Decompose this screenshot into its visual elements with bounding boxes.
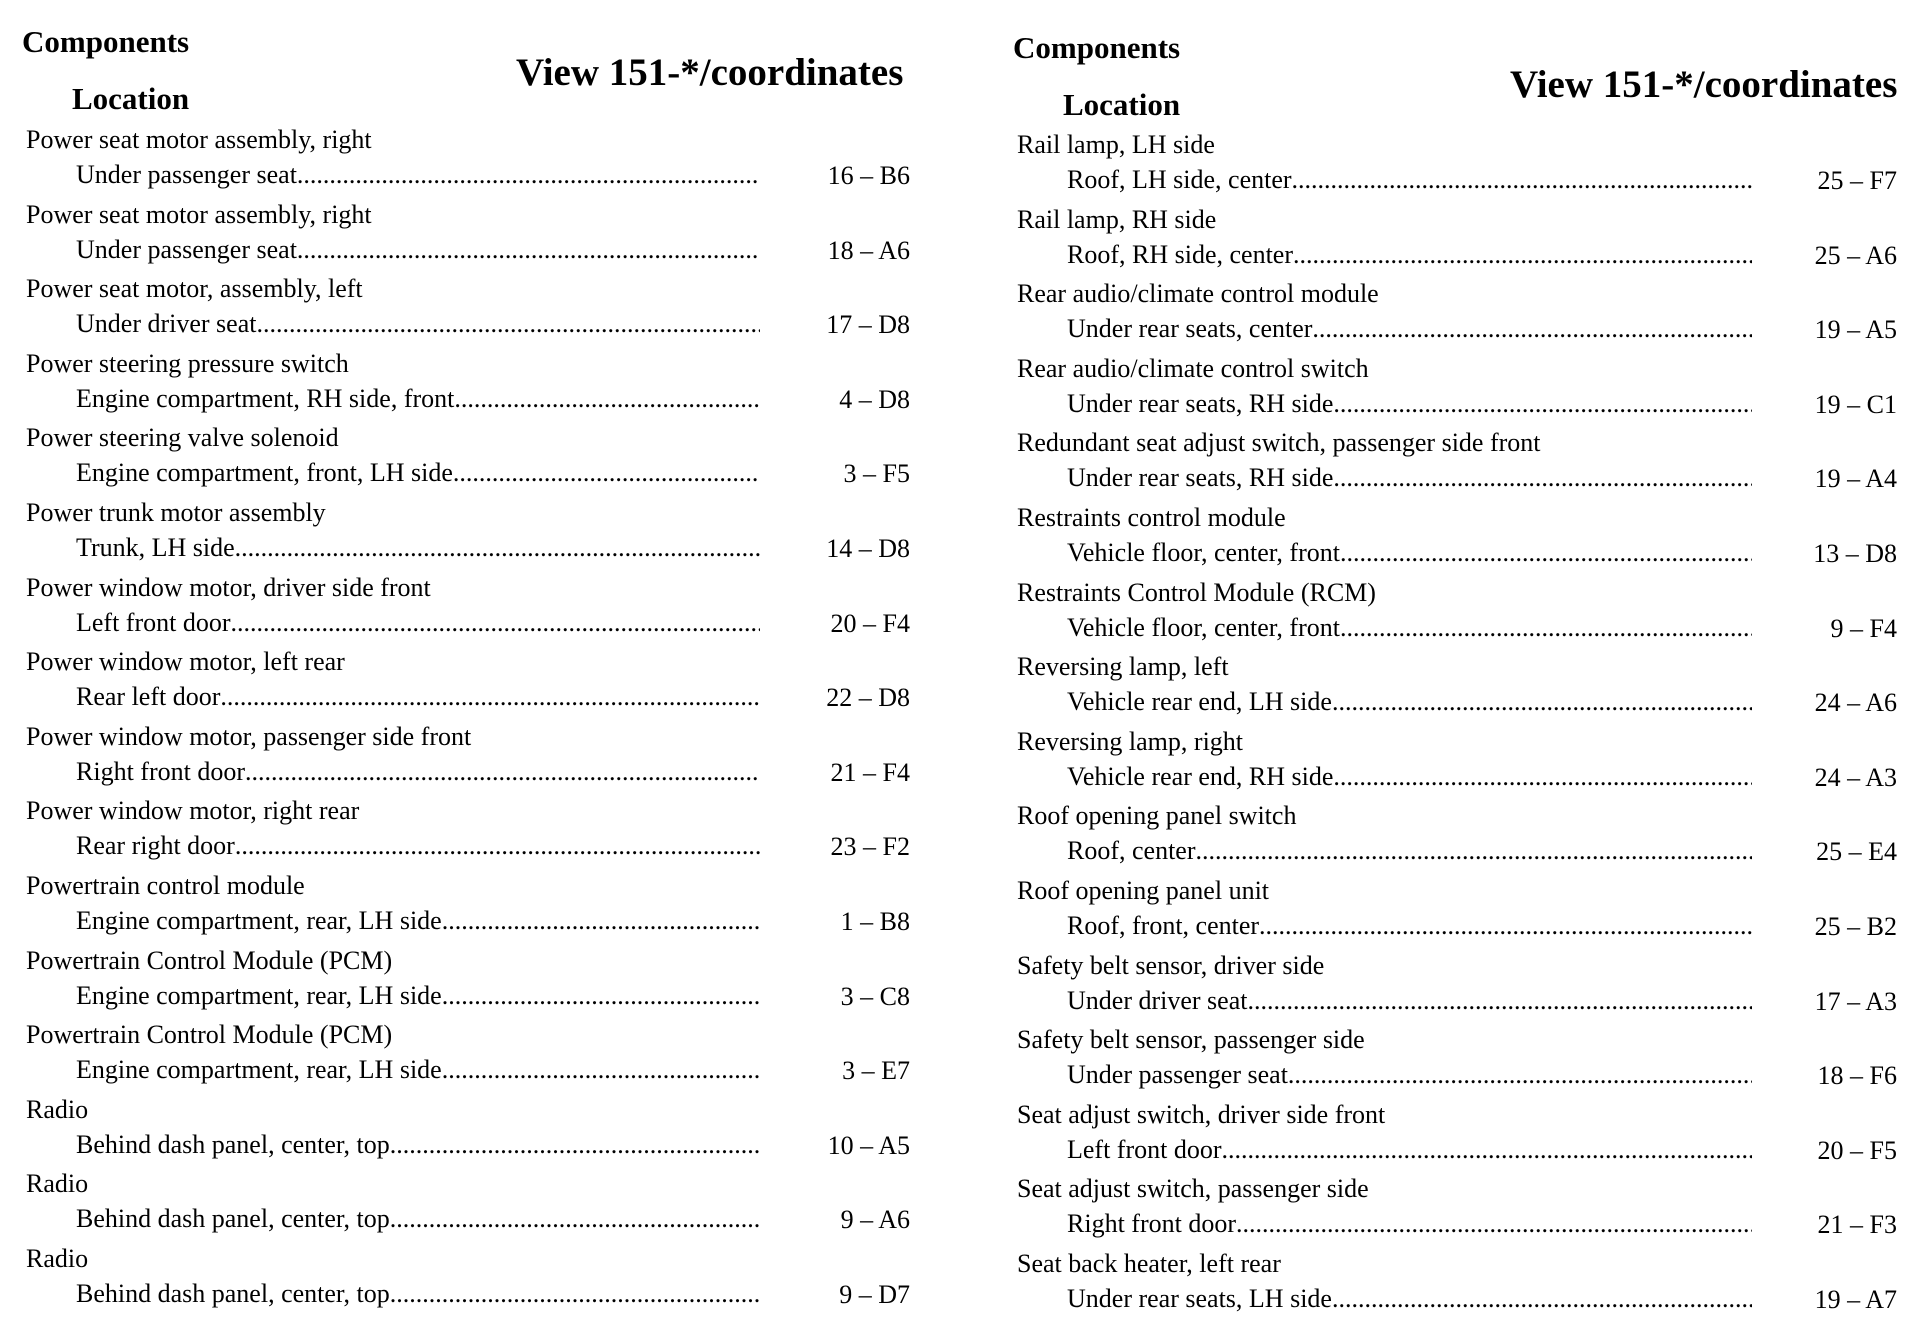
location-line	[76, 1053, 760, 1085]
component-entry	[26, 722, 910, 796]
component-entry	[26, 349, 910, 423]
location-line	[1067, 611, 1752, 643]
location-line	[76, 680, 760, 712]
component-location: Behind dash panel, center, top	[76, 1129, 390, 1159]
component-name: Reversing lamp, right	[1017, 726, 1244, 756]
view-coordinates-heading: View 151-*/coordinates	[516, 51, 904, 94]
component-coordinate: 3 – C8	[840, 981, 910, 1011]
component-name: Power window motor, passenger side front	[26, 721, 472, 751]
dot-leader	[453, 458, 760, 488]
location-line	[1067, 984, 1752, 1016]
component-location: Rear left door	[76, 682, 221, 712]
dot-leader	[390, 1204, 760, 1234]
component-name: Power window motor, right rear	[26, 796, 360, 826]
component-coordinate: 3 – E7	[842, 1056, 910, 1086]
component-coordinate: 23 – F2	[830, 832, 910, 862]
location-line	[1067, 1058, 1752, 1090]
component-name: Radio	[26, 1094, 89, 1124]
location-line	[76, 1202, 760, 1234]
component-name: Power steering pressure switch	[26, 348, 349, 378]
component-location: Roof, front, center	[1067, 911, 1260, 940]
component-coordinate: 19 – A5	[1814, 315, 1897, 345]
component-entry	[1017, 876, 1897, 950]
dot-leader	[454, 384, 760, 414]
dot-leader	[390, 1279, 760, 1309]
view-coordinates-heading: View 151-*/coordinates	[1510, 63, 1898, 106]
dot-leader	[1288, 1060, 1752, 1090]
dot-leader	[1340, 538, 1752, 568]
component-coordinate: 20 – F5	[1817, 1135, 1897, 1165]
component-entry	[26, 125, 910, 199]
component-entry	[26, 573, 910, 647]
component-entry	[26, 1020, 910, 1094]
component-coordinate: 25 – E4	[1816, 837, 1897, 867]
component-coordinate: 16 – B6	[827, 161, 910, 190]
component-coordinate: 24 – A3	[1814, 762, 1897, 792]
component-coordinate: 18 – F6	[1817, 1061, 1897, 1091]
component-coordinate: 3 – F5	[843, 459, 910, 489]
component-name: Power seat motor assembly, right	[26, 125, 372, 154]
component-entry	[1017, 1025, 1897, 1099]
location-line	[76, 755, 760, 787]
component-coordinate: 1 – B8	[840, 907, 910, 936]
component-location: Under rear seats, LH side	[1067, 1284, 1332, 1313]
location-line	[76, 531, 760, 563]
component-location: Roof, center	[1067, 836, 1196, 866]
components-heading: Components	[1013, 30, 1181, 65]
location-heading: Location	[72, 81, 190, 116]
component-coordinate: 14 – D8	[826, 534, 910, 563]
component-entry	[1017, 727, 1897, 801]
component-entry	[1017, 652, 1897, 726]
component-name: Seat adjust switch, passenger side	[1017, 1174, 1369, 1204]
location-line	[1067, 685, 1752, 717]
component-name: Seat adjust switch, driver side front	[1017, 1099, 1386, 1129]
location-line	[1067, 387, 1752, 419]
location-line	[76, 606, 760, 638]
component-name: Power window motor, left rear	[26, 647, 345, 677]
component-entry	[26, 647, 910, 721]
component-coordinate: 19 – C1	[1814, 389, 1897, 419]
component-name: Power steering valve solenoid	[26, 423, 339, 453]
component-entry	[1017, 1100, 1897, 1174]
component-entry	[26, 200, 910, 274]
dot-leader	[297, 235, 760, 265]
location-line	[1067, 238, 1752, 270]
component-entry	[26, 871, 910, 945]
component-coordinate: 13 – D8	[1813, 539, 1897, 568]
dot-leader	[442, 1055, 760, 1085]
component-name: Rear audio/climate control switch	[1017, 353, 1369, 383]
dot-leader	[1196, 836, 1752, 866]
component-location: Under passenger seat	[76, 234, 297, 264]
dot-leader	[1333, 463, 1752, 493]
component-coordinate: 25 – F7	[1817, 166, 1897, 195]
component-location: Left front door	[1067, 1134, 1222, 1164]
component-name: Rail lamp, LH side	[1017, 130, 1215, 159]
component-location: Left front door	[76, 607, 231, 637]
component-coordinate: 19 – A7	[1814, 1285, 1897, 1314]
component-name: Redundant seat adjust switch, passenger side front	[1017, 428, 1541, 458]
component-name: Rail lamp, RH side	[1017, 204, 1217, 234]
component-location: Engine compartment, RH side, front	[76, 383, 455, 413]
location-line	[1067, 163, 1752, 195]
component-entry	[1017, 354, 1897, 428]
component-location: Vehicle floor, center, front	[1067, 538, 1340, 567]
location-line	[1067, 1282, 1752, 1314]
component-entry	[26, 946, 910, 1020]
component-name: Roof opening panel switch	[1017, 801, 1297, 831]
component-coordinate: 10 – A5	[827, 1130, 910, 1160]
location-line	[76, 1277, 760, 1309]
component-coordinate: 22 – D8	[826, 683, 910, 713]
dot-leader	[256, 309, 760, 339]
dot-leader	[297, 160, 760, 190]
component-entry	[1017, 801, 1897, 875]
dot-leader	[1259, 911, 1752, 941]
component-entry	[26, 498, 910, 572]
component-location: Under rear seats, center	[1067, 314, 1313, 344]
dot-leader	[235, 831, 760, 861]
component-name: Rear audio/climate control module	[1017, 279, 1379, 309]
dot-leader	[235, 533, 760, 563]
component-coordinate: 19 – A4	[1814, 464, 1897, 494]
location-heading: Location	[1063, 87, 1181, 122]
component-entry	[26, 1095, 910, 1169]
dot-leader	[231, 608, 760, 638]
dot-leader	[1222, 1135, 1752, 1165]
location-line	[76, 382, 760, 414]
dot-leader	[1293, 240, 1752, 270]
component-entry	[1017, 1174, 1897, 1248]
component-name: Restraints Control Module (RCM)	[1017, 577, 1376, 607]
component-name: Powertrain Control Module (PCM)	[26, 1020, 393, 1050]
component-coordinate: 21 – F4	[830, 757, 910, 787]
location-line	[1067, 1133, 1752, 1165]
component-location: Rear right door	[76, 831, 235, 861]
dot-leader	[1332, 1284, 1752, 1314]
component-coordinate: 24 – A6	[1814, 688, 1897, 718]
component-entry	[1017, 205, 1897, 279]
component-location: Engine compartment, rear, LH side	[76, 1055, 442, 1085]
component-location: Under rear seats, RH side	[1067, 388, 1334, 418]
component-entry	[26, 274, 910, 348]
location-line	[1067, 760, 1752, 792]
component-location: Right front door	[76, 756, 245, 786]
component-name: Radio	[26, 1244, 89, 1273]
location-line	[76, 904, 760, 936]
dot-leader	[1247, 986, 1752, 1016]
location-line	[1067, 536, 1752, 568]
component-location: Behind dash panel, center, top	[76, 1279, 390, 1308]
component-entry	[26, 796, 910, 870]
component-entry	[26, 1169, 910, 1243]
component-coordinate: 20 – F4	[830, 608, 910, 638]
location-line	[1067, 1207, 1752, 1239]
location-line	[76, 307, 760, 339]
component-entry	[26, 1244, 910, 1318]
component-location: Roof, LH side, center	[1067, 165, 1292, 194]
component-name: Radio	[26, 1169, 89, 1199]
component-entry	[1017, 279, 1897, 353]
dot-leader	[1333, 389, 1752, 419]
component-name: Restraints control module	[1017, 503, 1286, 532]
dot-leader	[1340, 613, 1752, 643]
dot-leader	[220, 682, 760, 712]
component-name: Power seat motor assembly, right	[26, 199, 372, 229]
component-coordinate: 9 – F4	[1830, 613, 1897, 643]
component-name: Roof opening panel unit	[1017, 876, 1270, 905]
component-coordinate: 4 – D8	[839, 384, 910, 414]
component-location: Under passenger seat	[1067, 1060, 1288, 1090]
component-name: Powertrain Control Module (PCM)	[26, 945, 393, 975]
component-name: Seat back heater, left rear	[1017, 1249, 1281, 1278]
dot-leader	[1312, 314, 1752, 344]
component-coordinate: 17 – D8	[826, 310, 910, 340]
component-name: Safety belt sensor, passenger side	[1017, 1025, 1365, 1055]
location-line	[1067, 834, 1752, 866]
components-heading: Components	[22, 24, 190, 59]
dot-leader	[442, 906, 760, 936]
location-line	[76, 1128, 760, 1160]
location-line	[76, 979, 760, 1011]
dot-leader	[442, 981, 760, 1011]
component-entry	[1017, 130, 1897, 204]
component-location: Under driver seat	[1067, 985, 1248, 1015]
dot-leader	[1292, 165, 1752, 195]
component-location: Vehicle rear end, LH side	[1067, 687, 1332, 717]
dot-leader	[1333, 762, 1752, 792]
location-line	[1067, 909, 1752, 941]
component-entry	[26, 423, 910, 497]
component-name: Safety belt sensor, driver side	[1017, 950, 1325, 980]
dot-leader	[1332, 687, 1752, 717]
component-location: Engine compartment, front, LH side	[76, 458, 453, 488]
component-name: Power seat motor, assembly, left	[26, 274, 363, 304]
component-entry	[1017, 428, 1897, 502]
component-coordinate: 18 – A6	[827, 235, 910, 265]
component-location: Right front door	[1067, 1209, 1236, 1239]
component-location: Trunk, LH side	[76, 533, 235, 562]
component-name: Reversing lamp, left	[1017, 652, 1229, 682]
component-location: Under passenger seat	[76, 160, 297, 189]
component-name: Power window motor, driver side front	[26, 572, 431, 602]
dot-leader	[390, 1130, 760, 1160]
component-location: Engine compartment, rear, LH side	[76, 980, 442, 1010]
component-location: Under rear seats, RH side	[1067, 463, 1334, 493]
component-coordinate: 9 – A6	[840, 1205, 910, 1235]
component-coordinate: 17 – A3	[1814, 986, 1897, 1016]
component-coordinate: 9 – D7	[839, 1280, 910, 1309]
component-entry	[1017, 951, 1897, 1025]
dot-leader	[1236, 1209, 1752, 1239]
location-line	[1067, 312, 1752, 344]
component-name: Power trunk motor assembly	[26, 498, 326, 527]
component-location: Behind dash panel, center, top	[76, 1204, 390, 1234]
component-location: Vehicle rear end, RH side	[1067, 761, 1334, 791]
location-line	[76, 456, 760, 488]
component-location: Roof, RH side, center	[1067, 239, 1294, 269]
component-entry	[1017, 503, 1897, 577]
location-line	[76, 233, 760, 265]
component-coordinate: 25 – B2	[1814, 912, 1897, 941]
location-line	[1067, 461, 1752, 493]
component-location: Under driver seat	[76, 309, 257, 339]
location-line	[76, 158, 760, 190]
component-entry	[1017, 578, 1897, 652]
component-coordinate: 21 – F3	[1817, 1210, 1897, 1240]
location-line	[76, 829, 760, 861]
component-location: Vehicle floor, center, front	[1067, 612, 1340, 642]
component-entry	[1017, 1249, 1897, 1323]
component-name: Powertrain control module	[26, 871, 305, 900]
dot-leader	[245, 757, 760, 787]
component-coordinate: 25 – A6	[1814, 240, 1897, 270]
component-location: Engine compartment, rear, LH side	[76, 906, 442, 935]
